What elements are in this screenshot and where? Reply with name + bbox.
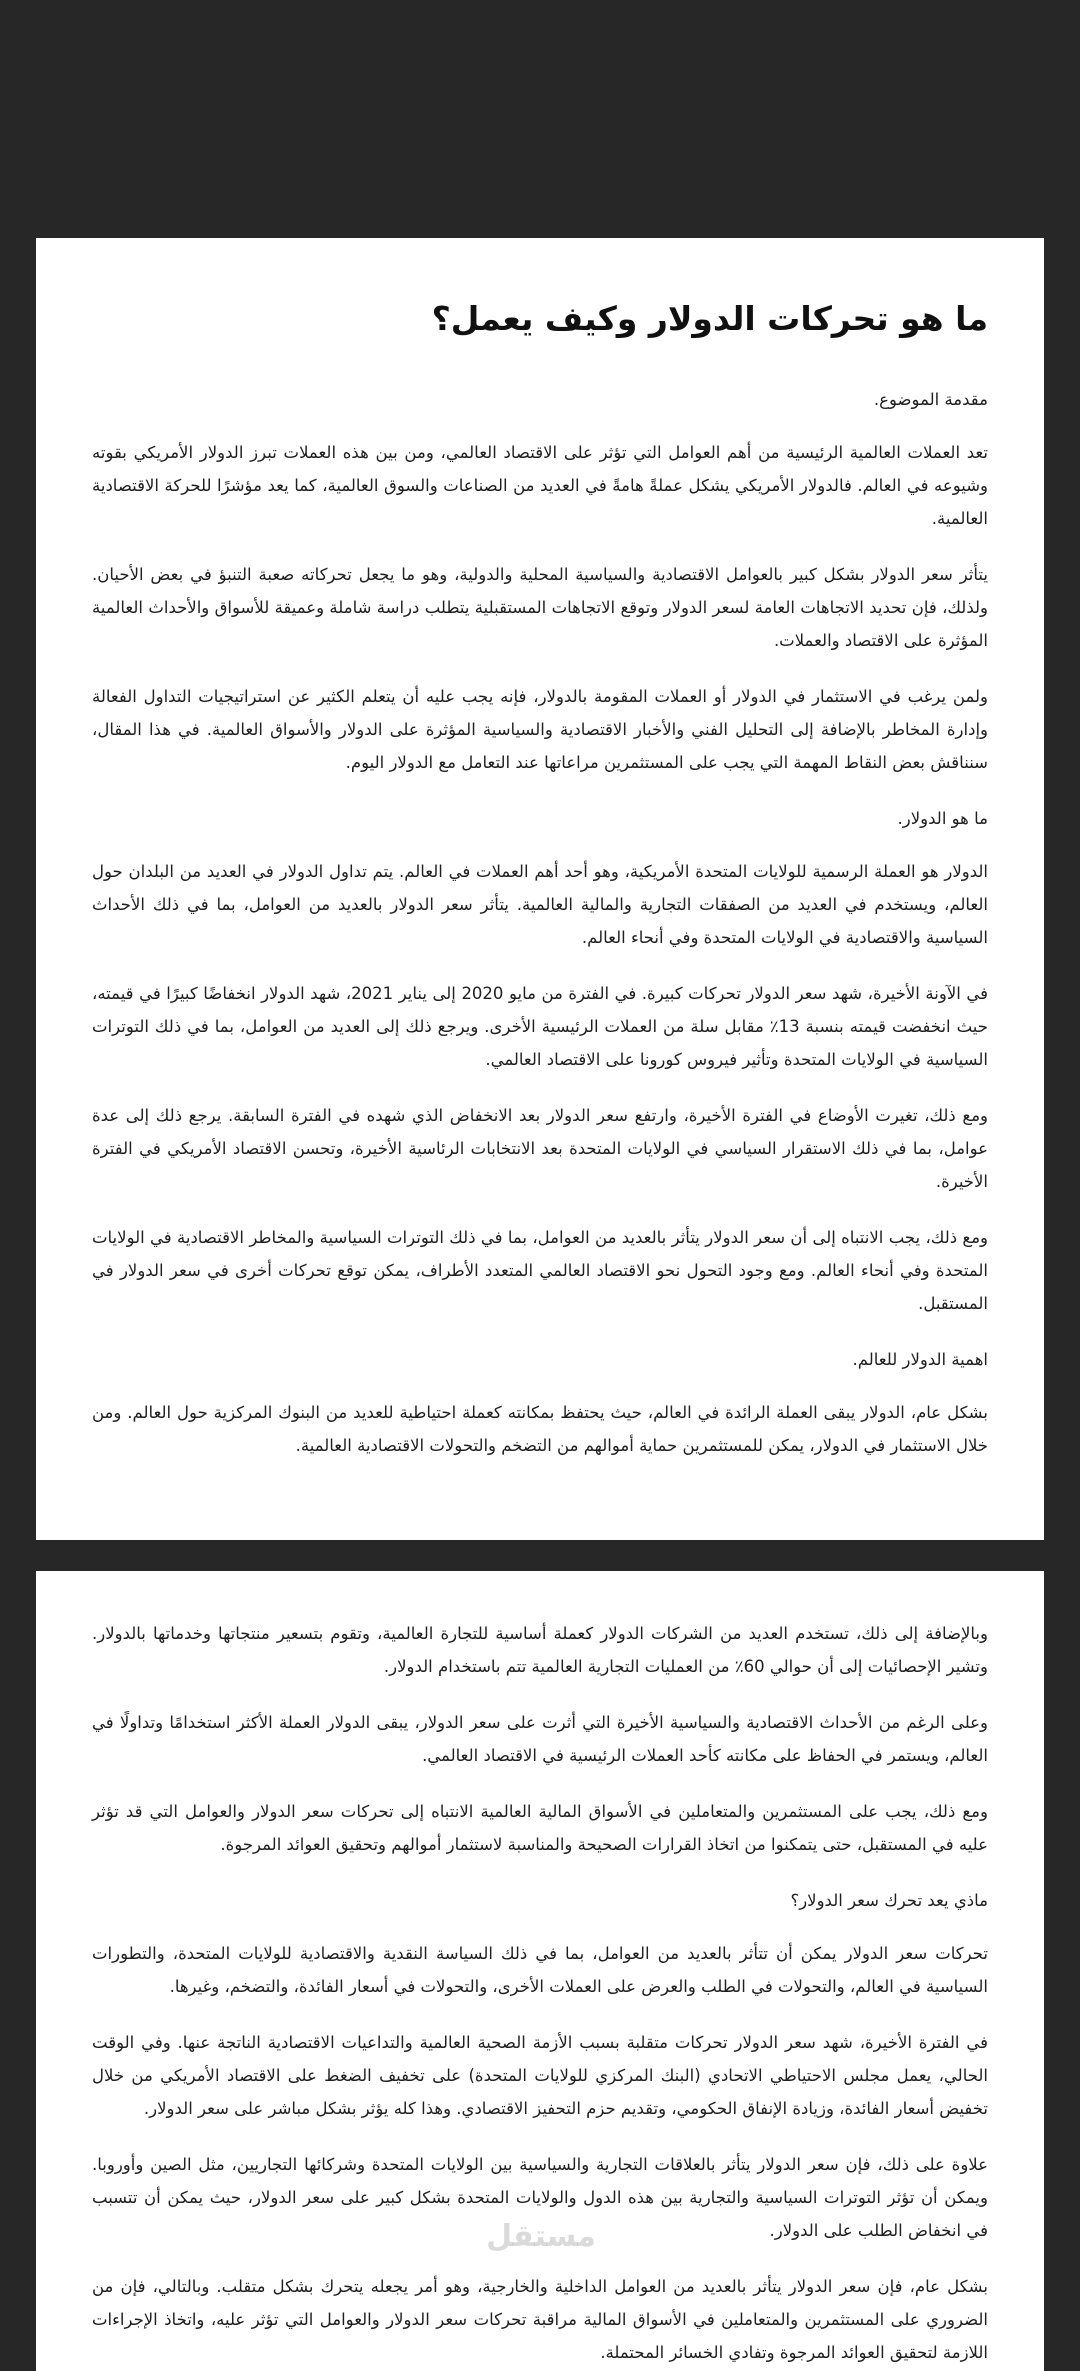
paragraph: الدولار هو العملة الرسمية للولايات المتحدة الأمريكية، وهو أحد أهم العملات في العالم. يتم تداول الدولار في العديد من البلدان حول العالم، ويستخدم في العديد من الصفقات التجارية والمالية العالمية. يتأثر سعر الدولار بالعديد من العوامل، بما في ذلك الأحداث السياسية والاقتصادية في الولايات المتحدة وفي أنحاء العالم.	[92, 861, 988, 947]
paragraph: بشكل عام، الدولار يبقى العملة الرائدة في العالم، حيث يحتفظ بمكانته كعملة احتياطية للعديد من البنوك المركزية حول العالم. ومن خلال الاستثمار في الدولار، يمكن للمستثمرين حماية أموالهم من التضخم والتحولات الاقتصادية العالمية.	[92, 1402, 988, 1455]
document-page-2	[36, 1571, 1044, 2371]
paragraph: وبالإضافة إلى ذلك، تستخدم العديد من الشركات الدولار كعملة أساسية للتجارة العالمية، وتقوم بتسعير منتجاتها وخدماتها بالدولار. وتشير الإحصائيات إلى أن حوالي 60٪ من العمليات التجارية العالمية تتم باستخدام الدولار.	[92, 1624, 988, 1676]
section-heading-what-is-dollar: ما هو الدولار.	[897, 808, 988, 828]
paragraph: في الآونة الأخيرة، شهد سعر الدولار تحركات كبيرة. في الفترة من مايو 2020 إلى يناير 2021، شهد الدولار انخفاضًا كبيرًا في قيمته، حيث انخفضت قيمته بنسبة 13٪ مقابل سلة من العملات الرئيسية الأخرى. ويرجع ذلك إلى العديد من العوامل، بما في ذلك التوترات السياسية في الولايات المتحدة وتأثير فيروس كورونا على الاقتصاد العالمي.	[92, 983, 988, 1069]
paragraph: ولمن يرغب في الاستثمار في الدولار أو العملات المقومة بالدولار، فإنه يجب عليه أن يتعلم الكثير عن استراتيجيات التداول الفعالة وإدارة المخاطر بالإضافة إلى التحليل الفني والأخبار الاقتصادية والسياسية المؤثرة على الدولار والأسواق العالمية. في هذا المقال، سنناقش بعض النقاط المهمة التي يجب على المستثمرين مراعاتها عند التعامل مع الدولار اليوم.	[92, 686, 988, 772]
paragraph: بشكل عام، فإن سعر الدولار يتأثر بالعديد من العوامل الداخلية والخارجية، وهو أمر يجعله يتحرك بشكل متقلب. وبالتالي، فإن من الضروري على المستثمرين والمتعاملين في الأسواق المالية مراقبة تحركات سعر الدولار والعوامل التي تؤثر عليه، واتخاذ الإجراءات اللازمة لتحقيق العوائد المرجوة وتفادي الخسائر المحتملة.	[92, 2277, 988, 2362]
paragraph: ومع ذلك، تغيرت الأوضاع في الفترة الأخيرة، وارتفع سعر الدولار بعد الانخفاض الذي شهده في الفترة السابقة. يرجع ذلك إلى عدة عوامل، بما في ذلك الاستقرار السياسي في الولايات المتحدة بعد الانتخابات الرئاسية الأخيرة، وتحسن الاقتصاد الأمريكي في الفترة الأخيرة.	[92, 1105, 988, 1191]
paragraph: تحركات سعر الدولار يمكن أن تتأثر بالعديد من العوامل، بما في ذلك السياسة النقدية والاقتصادية للولايات المتحدة، والتطورات السياسية في العالم، والتحولات في الطلب والعرض على العملات الأخرى، والتحولات في أسعار الفائدة، والتضخم، وغيرها.	[92, 1944, 988, 1996]
watermark-logo: مستقل	[486, 2219, 596, 2254]
paragraph: ومع ذلك، يجب على المستثمرين والمتعاملين في الأسواق المالية العالمية الانتباه إلى تحركات سعر الدولار والعوامل التي قد تؤثر عليه في المستقبل، حتى يتمكنوا من اتخاذ القرارات الصحيحة والمناسبة لاستثمار أموالهم وتحقيق العوائد المرجوة.	[92, 1802, 988, 1854]
paragraph: وعلى الرغم من الأحداث الاقتصادية والسياسية الأخيرة التي أثرت على سعر الدولار، يبقى الدولار العملة الأكثر استخدامًا وتداولًا في العالم، ويستمر في الحفاظ على مكانته كأحد العملات الرئيسية في الاقتصاد العالمي.	[92, 1713, 988, 1765]
section-heading-intro: مقدمة الموضوع.	[873, 389, 988, 409]
document-title: ما هو تحركات الدولار وكيف يعمل؟	[431, 299, 988, 338]
paragraph: علاوة على ذلك، فإن سعر الدولار يتأثر بالعلاقات التجارية والسياسية بين الولايات المتحدة وشركائها التجاريين، مثل الصين وأوروبا. ويمكن أن تؤثر التوترات السياسية والتجارية بين هذه الدول والولايات المتحدة بشكل كبير على سعر الدولار، حيث يمكن أن تتسبب في انخفاض الطلب على الدولار.	[92, 2155, 988, 2240]
paragraph: يتأثر سعر الدولار بشكل كبير بالعوامل الاقتصادية والسياسية المحلية والدولية، وهو ما يجعل تحركاته صعبة التنبؤ في بعض الأحيان. ولذلك، فإن تحديد الاتجاهات العامة لسعر الدولار وتوقع الاتجاهات المستقبلية يتطلب دراسة شاملة وعميقة للأسواق والأحداث العالمية المؤثرة على الاقتصاد والعملات.	[92, 564, 988, 650]
paragraph: تعد العملات العالمية الرئيسية من أهم العوامل التي تؤثر على الاقتصاد العالمي، ومن بين هذه العملات تبرز الدولار الأمريكي بقوته وشيوعه في العالم. فالدولار الأمريكي يشكل عملةً هامةً في العديد من الصناعات والسوق العالمية، كما يعد مؤشرًا للحركة الاقتصادية العالمية.	[92, 442, 988, 528]
section-heading-movement: ماذي يعد تحرك سعر الدولار؟	[790, 1891, 988, 1910]
section-heading-importance: اهمية الدولار للعالم.	[852, 1349, 988, 1369]
page-1-content	[92, 238, 988, 1462]
paragraph: في الفترة الأخيرة، شهد سعر الدولار تحركات متقلبة بسبب الأزمة الصحية العالمية والتداعيات الاقتصادية الناتجة عنها. وفي الوقت الحالي، يعمل مجلس الاحتياطي الاتحادي (البنك المركزي للولايات المتحدة) على تخفيف الضغط على الاقتصاد الأمريكي من خلال تخفيض أسعار الفائدة، وزيادة الإنفاق الحكومي، وتقديم حزم التحفيز الاقتصادي. وهذا كله يؤثر بشكل مباشر على سعر الدولار.	[92, 2033, 988, 2118]
document-page-1	[36, 238, 1044, 1540]
page-2-content	[92, 1571, 988, 2369]
paragraph: ومع ذلك، يجب الانتباه إلى أن سعر الدولار يتأثر بالعديد من العوامل، بما في ذلك التوترات السياسية والمخاطر الاقتصادية في الولايات المتحدة وفي أنحاء العالم. ومع وجود التحول نحو الاقتصاد العالمي المتعدد الأطراف، يمكن توقع تحركات أخرى في سعر الدولار في المستقبل.	[92, 1227, 988, 1313]
